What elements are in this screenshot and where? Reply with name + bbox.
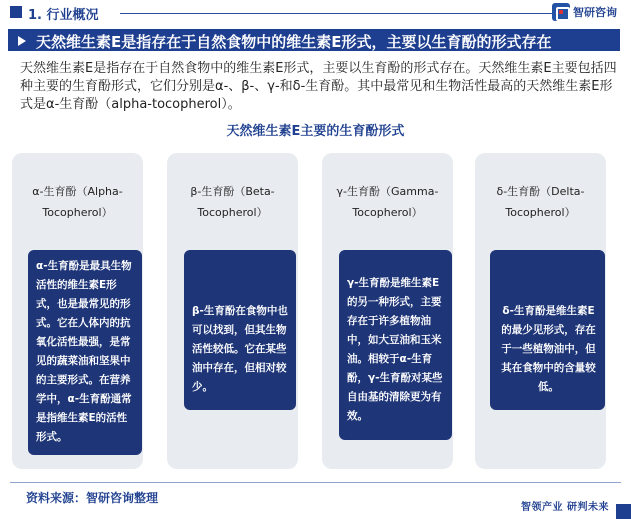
card-name-line1: δ-生育酚（Delta- [496,185,585,198]
card-name-line1: α-生育酚（Alpha- [32,185,123,198]
banner-title: 天然维生素E是指存在于自然食物中的维生素E形式，主要以生育酚的形式存在 [36,33,552,51]
card-name-line2: Tocopherol） [352,206,423,219]
title-banner [8,29,620,51]
card-description: δ-生育酚是维生素E的最少见形式，存在于一些植物油中，但其在食物中的含量较低。 [490,250,605,410]
corner-block [616,504,631,519]
section-marker [10,6,22,18]
diagram-title: 天然维生素E主要的生育酚形式 [226,124,405,139]
logo-icon [552,3,570,21]
card-name-line1: β-生育酚（Beta- [190,185,275,198]
intro-paragraph: 天然维生素E是指存在于自然食物中的维生素E形式，主要以生育酚的形式存在。天然维生素E主要包括四种主要的生育酚形式，它们分别是α-、β-、γ-和δ-生育酚。其中最常见和生物活性最高的天然维生素E形式是α-生育酚（alpha-tocopherol）。 [20,61,617,112]
card-name [167,181,298,223]
top-bar [0,0,631,26]
brand-logo [552,3,617,21]
header-rule [120,13,552,14]
card-description: β-生育酚在食物中也可以找到，但其生物活性较低。它在某些油中存在，但相对较少。 [184,250,296,410]
source-note: 资料来源：智研咨询整理 [26,491,159,505]
card-name-line2: Tocopherol） [505,206,576,219]
section-label: 1. 行业概况 [28,8,99,23]
card-name [322,181,453,223]
card-name-line2: Tocopherol） [42,206,113,219]
card-name-line1: γ-生育酚（Gamma- [336,185,439,198]
card-name [475,181,606,223]
logo-text: 智研咨询 [573,6,617,19]
card-name-line2: Tocopherol） [197,206,268,219]
card-name [12,181,143,223]
triangle-icon [18,36,26,46]
footer-rule [10,482,621,483]
card-description: α-生育酚是最具生物活性的维生素E形式，也是最常见的形式。它在人体内的抗氧化活性最强，是常见的蔬菜油和坚果中的主要形式。在营养学中，α-生育酚通常是指维生素E的活性形式。 [28,250,142,455]
brand-slogan: 智领产业 研判未来 [521,502,609,513]
card-description: γ-生育酚是维生素E的另一种形式，主要存在于许多植物油中，如大豆油和玉米油。相较于α-生育酚，γ-生育酚对某些自由基的清除更为有效。 [339,250,452,440]
